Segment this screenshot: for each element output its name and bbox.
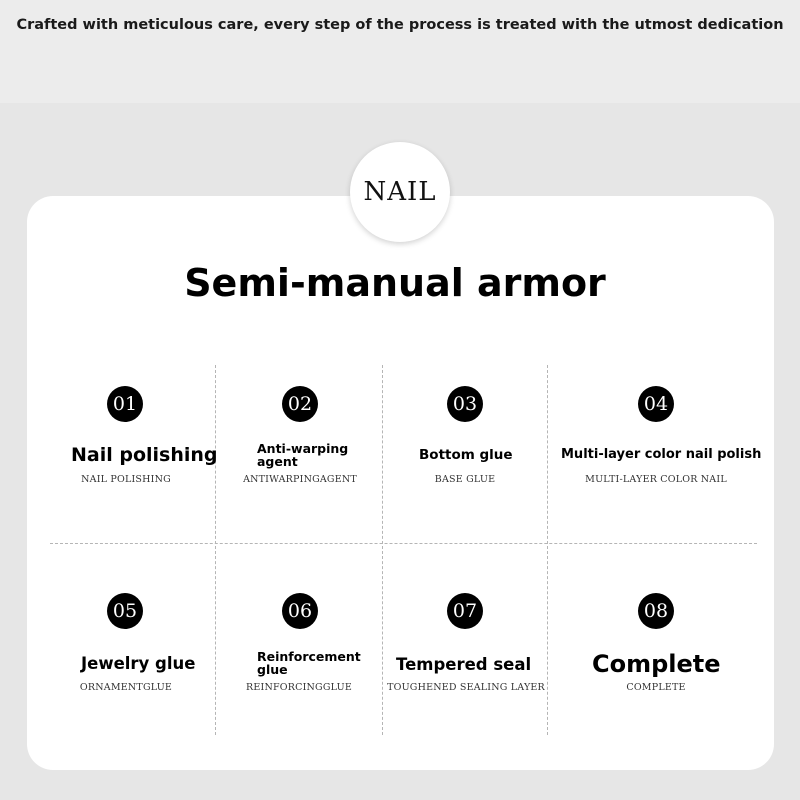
step-sublabel: NAIL POLISHING <box>81 474 171 485</box>
step-number: 04 <box>638 386 674 422</box>
step-sublabel: ANTIWARPINGAGENT <box>243 474 357 485</box>
step-number: 06 <box>282 593 318 629</box>
step-sublabel: COMPLETE <box>626 682 686 693</box>
step-label: Jewelry glue <box>81 654 196 673</box>
nail-badge <box>350 142 450 242</box>
step-number: 08 <box>638 593 674 629</box>
step-label: Multi-layer color nail polish <box>561 447 762 462</box>
step-label: Nail polishing <box>71 444 218 466</box>
step-label: Anti-warping agent <box>257 441 349 469</box>
step-sublabel: ORNAMENTGLUE <box>79 682 173 693</box>
badge-label: NAIL <box>363 177 437 207</box>
step-label: Complete <box>592 650 721 678</box>
step-sublabel: REINFORCINGGLUE <box>246 682 352 693</box>
step-number: 07 <box>447 593 483 629</box>
step-label: Tempered seal <box>396 655 532 674</box>
divider-vertical <box>547 365 548 735</box>
tagline: Crafted with meticulous care, every step of the process is treated with the utmost dedication <box>16 17 784 33</box>
step-number: 03 <box>447 386 483 422</box>
step-sublabel: BASE GLUE <box>434 474 496 485</box>
page-title: Semi-manual armor <box>184 261 606 305</box>
divider-horizontal <box>50 543 757 544</box>
divider-vertical <box>215 365 216 735</box>
step-number: 05 <box>107 593 143 629</box>
step-label: Reinforcement glue <box>257 649 361 677</box>
step-sublabel: TOUGHENED SEALING LAYER <box>387 682 545 693</box>
step-number: 02 <box>282 386 318 422</box>
step-label: Bottom glue <box>419 447 513 463</box>
step-sublabel: MULTI-LAYER COLOR NAIL <box>585 474 727 485</box>
step-number: 01 <box>107 386 143 422</box>
divider-vertical <box>382 365 383 735</box>
